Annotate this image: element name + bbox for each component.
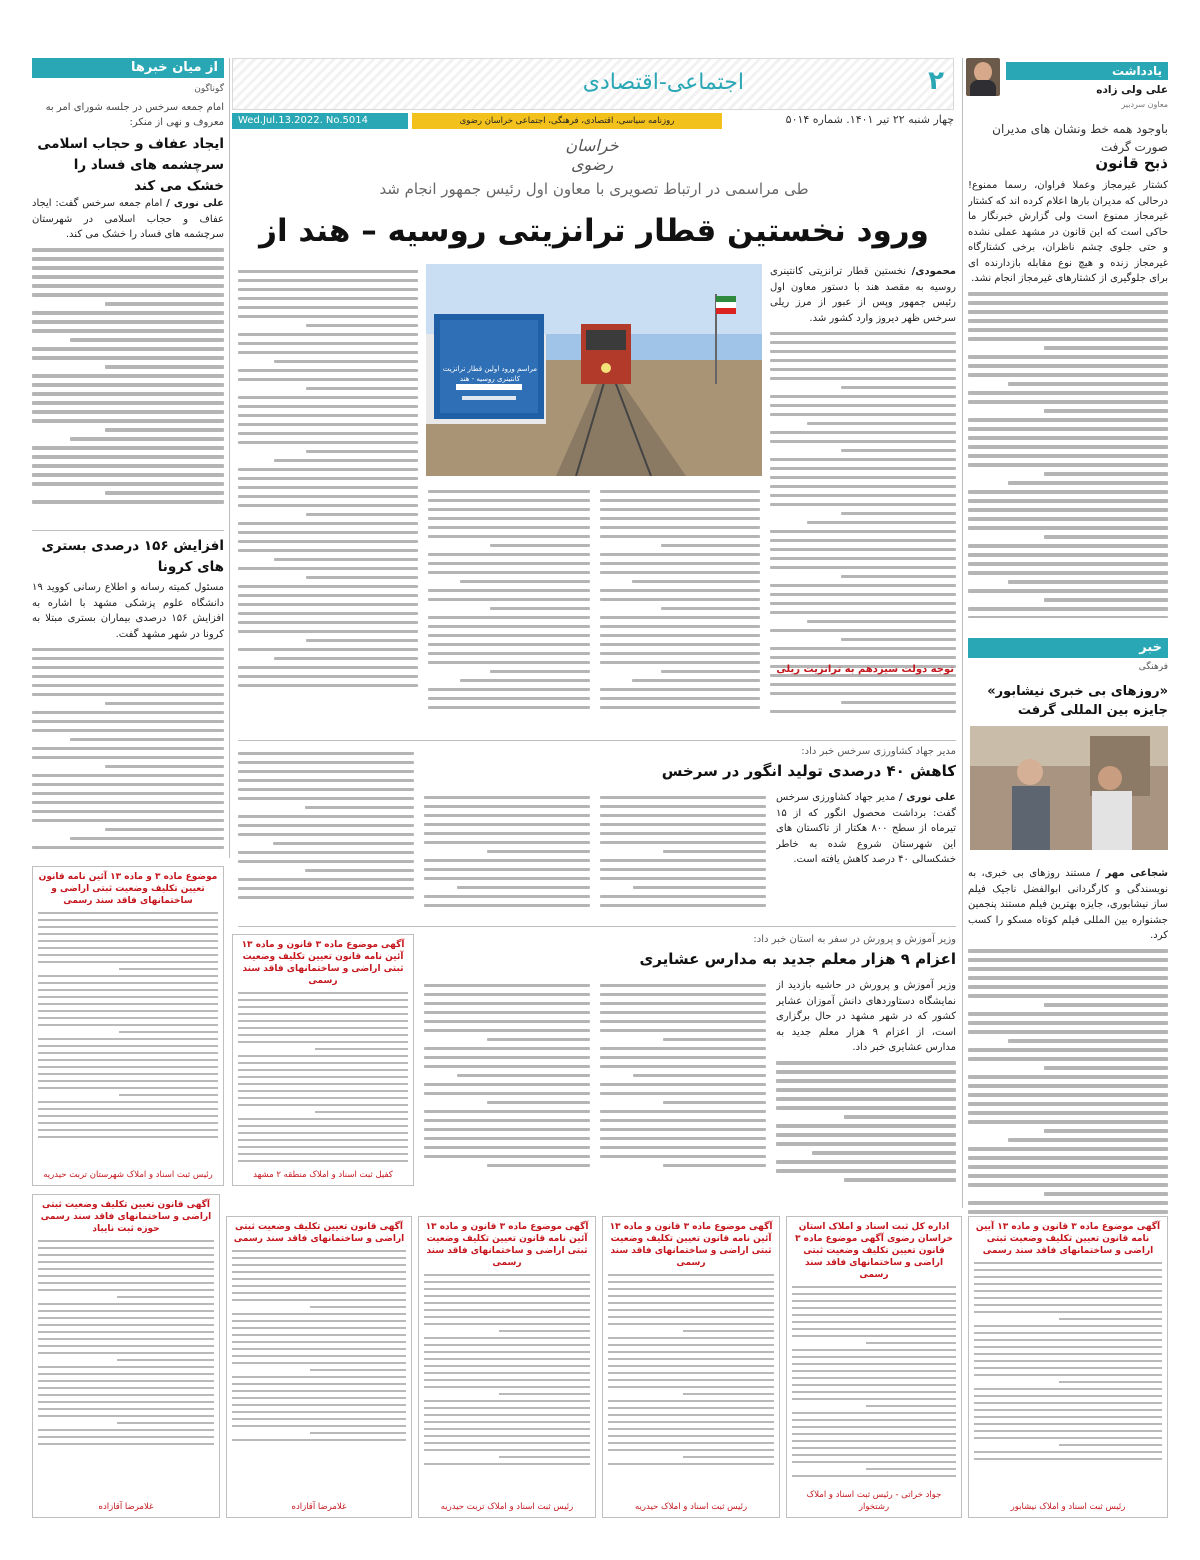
ad-title: آگهی موضوع ماده ۳ قانون و ماده ۱۳ آئین نامه قانون تعیین تکلیف وضعیت ثبتی اراضی و ساختمانهای فاقد سند رسمی (609, 1222, 773, 1268)
agri-title: کاهش ۴۰ درصدی تولید انگور در سرخس (661, 762, 956, 780)
edu-col3-lines (424, 984, 590, 1168)
ad-footer: رئیس ثبت اسناد و املاک شهرستان تربت حیدریه (43, 1170, 213, 1180)
ad-title: آگهی قانون تعیین تکلیف وضعیت ثبتی اراضی و ساختمانهای فاقد سند رسمی (233, 1222, 405, 1244)
khabar-body (968, 866, 1168, 1216)
left-divider (32, 530, 224, 531)
main-col3-lines (428, 490, 590, 710)
main-col1-lines (770, 332, 956, 714)
agri-lead-author: علی نوری / (898, 792, 956, 803)
note-author: علی ولی زاده (1096, 84, 1168, 96)
story1-lead-author: علی نوری / (166, 198, 224, 209)
agri-kicker: مدیر جهاد کشاورزی سرخس خبر داد: (801, 746, 956, 757)
agri-body-2 (600, 790, 766, 918)
main-kicker: طی مراسمی در ارتباط تصویری با معاون اول رئیس جمهور انجام شد (379, 180, 809, 198)
ad-body (38, 1240, 214, 1446)
ad-footer: غلامرضا آقازاده (291, 1502, 347, 1512)
ad-mid-left (232, 934, 414, 1186)
story2-title: افزایش ۱۵۶ درصدی بستری های کرونا (41, 538, 224, 575)
story1-kicker: امام جمعه سرخس در جلسه شورای امر به معروف و نهی از منکر: (45, 102, 224, 128)
ad-left-top (32, 866, 224, 1186)
khabar-label: خبر (968, 638, 1168, 658)
agri-body-4 (238, 746, 414, 918)
ad-bottom-5 (226, 1216, 412, 1518)
story2-body (32, 580, 224, 850)
khabar-lead: مستند روزهای بی خبری، به نویسندگی و کارگردانی ابوالفضل ناجیک فیلم ساز نیشابوری، جایزه بهترین فیلم مستند پنجمین جشنواره بین المللی فیلم کوتاه مسکو را کسب کرد. (968, 868, 1168, 941)
main-lead: نخستین قطار ترانزیتی کانتینری روسیه به مقصد هند با دستور معاون اول رئیس جمهور وپس از عبور از مرز ریلی سرخس ظهر دیروز وارد کشور شد. (770, 266, 956, 324)
ad-body (38, 912, 218, 1139)
ad-footer: غلامرضا آقازاده (98, 1502, 154, 1512)
main-col2-lines (600, 490, 760, 710)
edu-lead: وزیر آموزش و پرورش در حاشیه بازدید از نمایشگاه دستاوردهای دانش آموزان عشایر کشور که در شهر مشهد در حال برگزاری است، از اعزام ۹ هزار معلم جدید به مدارس عشایری خبر داد. (776, 980, 956, 1053)
ad-footer: رئیس ثبت اسناد و املاک تربت حیدریه (440, 1502, 574, 1512)
main-title: ورود نخستین قطار ترانزیتی روسیه – هند از (259, 213, 929, 249)
note-body-text: کشتار غیرمجاز وعملا فراوان، رسما ممنوع! درحالی که مدیران بارها اعلام کرده اند که کشتار غیرمجاز ممنوع است ولی گزارش خبرنگار ما حاکی است که این قانون در مشهد عملی نشده و حتی جلوی چشم ناظران، برخی کشتارگاه غیرمجاز زنده و هیچ نوع مقابله بازدارنده ای برای جلوگیری از کشتارهای غیرمجاز انجام نشد. (968, 180, 1168, 284)
date-issue-en: Wed.Jul.13.2022. No.5014 (232, 113, 408, 129)
date-issue: چهار شنبه ۲۲ تیر ۱۴۰۱. شماره ۵۰۱۴ (785, 113, 954, 126)
story2-body-lines (32, 648, 224, 850)
edu-body-3 (424, 978, 590, 1186)
edu-kicker: وزیر آموزش و پرورش در سفر به استان خبر داد: (753, 934, 956, 945)
edu-col2-lines (600, 984, 766, 1168)
edu-body-2 (600, 978, 766, 1186)
page-header (232, 58, 954, 186)
ad-body (608, 1274, 774, 1466)
ad-title: آگهی موضوع ماده ۳ قانون و ماده ۱۳ آئین نامه قانون تعیین تکلیف وضعیت ثبتی اراضی و ساختمانهای فاقد سند رسمی (241, 940, 405, 986)
note-label: یادداشت (1006, 62, 1168, 80)
ad-body (424, 1274, 590, 1466)
left-column-sublabel: گوناگون (194, 84, 224, 94)
ad-title: آگهی موضوع ماده ۳ قانون و ماده ۱۳ آئین نامه قانون تعیین تکلیف وضعیت ثبتی اراضی و ساختمانهای فاقد سند رسمی (425, 1222, 589, 1268)
note-author-role: معاون سردبیر (1121, 100, 1168, 109)
story1-lead: امام جمعه سرخس گفت: ایجاد عفاف و حجاب اسلامی در شهرستان سرچشمه های فساد را خشک می کند. (32, 198, 224, 240)
note-column (968, 58, 1168, 628)
newspaper-tagline: روزنامه سیاسی، اقتصادی، فرهنگی، اجتماعی خراسان رضوی (412, 113, 722, 129)
edu-col1-lines (776, 1061, 956, 1182)
left-column (32, 58, 224, 858)
ad-footer: کفیل ثبت اسناد و املاک منطقه ۲ مشهد (253, 1170, 393, 1180)
ad-footer: جواد خراتی - رئیس ثبت اسناد و املاک رشتخوار (806, 1490, 942, 1512)
main-lead-author: محمودی/ (911, 266, 956, 277)
edu-title: اعزام ۹ هزار معلم جدید به مدارس عشایری (639, 950, 956, 968)
ad-footer: رئیس ثبت اسناد و املاک نیشابور (1010, 1502, 1126, 1512)
note-body (968, 178, 1168, 618)
edu-body-1 (776, 978, 956, 1186)
left-column-label: از میان خبرها (32, 58, 224, 78)
khabar-title: «روزهای بی خبری نیشابور» جایزه بین المللی گرفت (987, 684, 1168, 718)
story1-body (32, 196, 224, 526)
ad-bottom-3 (602, 1216, 780, 1518)
agri-lead: مدیر جهاد کشاورزی سرخس گفت: برداشت محصول انگور که از ۱۵ تیرماه از سطح ۸۰۰ هکتار از تاکستان های این شهرستان شروع شده به خاطر خشکسالی ۴۰ درصد کاهش یافته است. (776, 792, 956, 865)
story1-title: ایجاد عفاف و حجاب اسلامی سرچشمه های فساد را خشک می کند (37, 136, 224, 194)
khabar-lead-author: شجاعی مهر / (1096, 868, 1168, 879)
ad-title: آگهی موضوع ماده ۳ قانون و ماده ۱۳ آیین نامه قانون تعیین تکلیف وضعیت ثبتی اراضی و ساختمانهای فاقد سند رسمی (975, 1222, 1161, 1256)
ad-title: اداره کل ثبت اسناد و املاک استان خراسان رضوی آگهی موضوع ماده ۳ قانون تعیین تکلیف وضعیت ثبتی اراضی و ساختمانهای فاقد سند رسمی (795, 1222, 953, 1280)
khabar-category: فرهنگی (1138, 662, 1168, 672)
agri-col3-lines (424, 796, 590, 908)
ad-body (974, 1262, 1162, 1461)
page-number: ۲ (928, 66, 944, 96)
author-photo (966, 58, 1000, 96)
note-body-lines (968, 292, 1168, 618)
agri-body-1 (776, 790, 956, 918)
ad-body (792, 1286, 956, 1478)
col-rule-left (229, 58, 230, 858)
khabar-body-lines (968, 949, 1168, 1216)
note-kicker: باوجود همه خط ونشان های مدیران صورت گرفت (992, 122, 1168, 154)
main-bottom-rule (238, 740, 956, 741)
ad-bottom-6 (32, 1194, 220, 1518)
col-rule-right (962, 58, 963, 1208)
agri-bottom-rule (238, 926, 956, 927)
ad-body (232, 1250, 406, 1442)
agri-col2-lines (600, 796, 766, 908)
ad-bottom-4 (418, 1216, 596, 1518)
main-subhead: توجه دولت سیزدهم به ترانزیت ریلی (776, 664, 954, 675)
story2-lead: مسئول کمیته رسانه و اطلاع رسانی کووید ۱۹ دانشگاه علوم پزشکی مشهد با اشاره به افزایش ۱۵۶ درصدی بیماران بستری مبتلا به کرونا در شهر مشهد گفت. (32, 582, 224, 640)
story1-body-lines (32, 248, 224, 504)
ad-bottom-2 (786, 1216, 962, 1518)
ad-footer: رئیس ثبت اسناد و املاک حیدریه (634, 1502, 748, 1512)
main-story-col-2 (600, 484, 760, 734)
culture-column (968, 638, 1168, 858)
khabar-photo (970, 726, 1168, 850)
main-col4-lines (238, 270, 418, 688)
note-title: ذبح قانون (1095, 154, 1168, 172)
newspaper-logo: خراسان رضوی (565, 136, 619, 174)
train-banner-caption: مراسم ورود اولین قطار ترانزیت کانتینری روسیه - هند (442, 365, 538, 383)
main-story-col-3 (428, 484, 590, 734)
ad-title: آگهی قانون تعیین تکلیف وضعیت ثبتی اراضی و ساختمانهای فاقد سند رسمی حوزه ثبت نایباد (40, 1200, 212, 1234)
ad-bottom-1 (968, 1216, 1168, 1518)
ad-title: موضوع ماده ۳ و ماده ۱۳ آئین نامه قانون تعیین تکلیف وضعیت ثبتی اراضی و ساختمانهای فاقد سند رسمی (38, 872, 218, 906)
agri-col4-lines (238, 752, 414, 900)
agri-body-3 (424, 790, 590, 918)
main-story-col-4 (238, 264, 418, 734)
ad-body (238, 992, 408, 1163)
section-title: اجتماعی-اقتصادی (582, 70, 744, 95)
